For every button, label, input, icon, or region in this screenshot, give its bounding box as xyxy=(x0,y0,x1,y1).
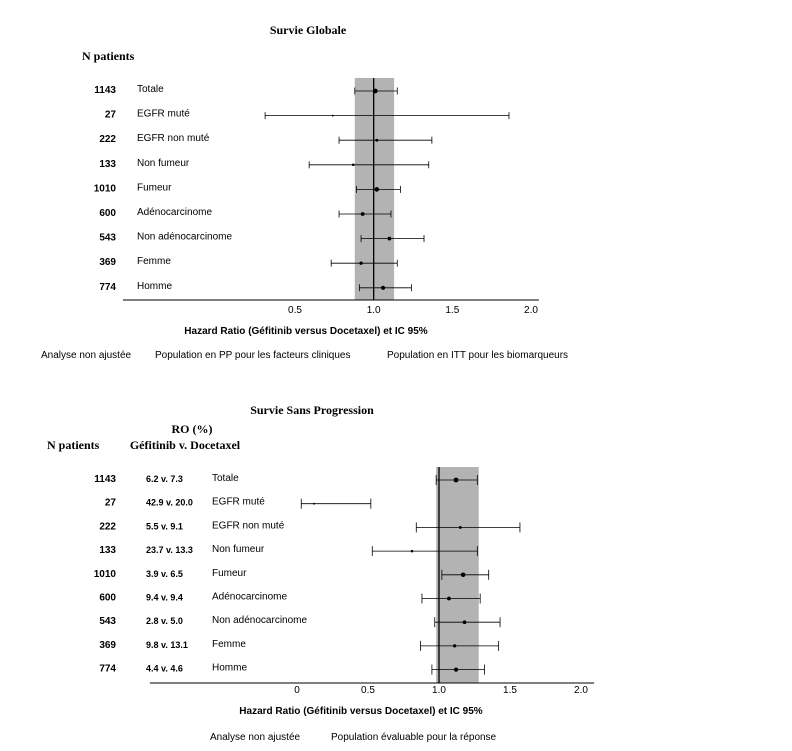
hazard-ratio-point xyxy=(359,262,362,265)
forest-row xyxy=(99,663,484,675)
hazard-ratio-point xyxy=(411,550,414,553)
x-tick-label: 2.0 xyxy=(574,685,588,696)
ro-value: 23.7 v. 13.3 xyxy=(146,545,193,556)
subgroup-label: Femme xyxy=(137,256,171,268)
n-patients-value: 600 xyxy=(99,592,116,604)
hazard-ratio-point xyxy=(361,212,365,216)
forest-row xyxy=(94,473,477,485)
forest-row xyxy=(99,544,477,556)
subgroup-label: Non fumeur xyxy=(212,544,265,556)
ro-subheader: Géfitinib v. Docetaxel xyxy=(129,438,241,452)
n-patients-header: N patients xyxy=(82,49,135,63)
x-tick-label: 0.5 xyxy=(288,305,302,316)
subgroup-label: Totale xyxy=(212,473,239,484)
hazard-ratio-point xyxy=(463,620,467,624)
n-patients-value: 27 xyxy=(104,497,116,509)
n-patients-value: 133 xyxy=(99,545,116,557)
hazard-ratio-point xyxy=(313,503,315,505)
forest-row xyxy=(99,207,391,219)
hazard-ratio-point xyxy=(459,526,462,529)
n-patients-value: 1010 xyxy=(93,183,116,195)
forest-row xyxy=(99,256,397,268)
subgroup-label: Homme xyxy=(212,662,248,674)
subgroup-label: EGFR non muté xyxy=(212,520,285,532)
x-tick-label: 1.0 xyxy=(432,685,446,696)
n-patients-value: 27 xyxy=(104,109,116,121)
n-patients-value: 222 xyxy=(99,134,116,146)
ro-value: 42.9 v. 20.0 xyxy=(146,497,193,508)
n-patients-value: 774 xyxy=(99,663,116,675)
n-patients-header: N patients xyxy=(47,438,100,452)
hazard-ratio-point xyxy=(454,478,459,483)
n-patients-value: 369 xyxy=(99,639,116,651)
n-patients-value: 1010 xyxy=(93,568,116,580)
forest-plot-progression-free-survival xyxy=(47,403,594,743)
hazard-ratio-point xyxy=(453,644,456,647)
subgroup-label: Fumeur xyxy=(137,182,172,194)
hazard-ratio-point xyxy=(388,237,392,241)
subgroup-label: EGFR non muté xyxy=(137,133,210,145)
x-axis-label: Hazard Ratio (Géfitinib versus Docetaxel) et IC 95% xyxy=(184,326,428,337)
chart-title: Survie Sans Progression xyxy=(250,403,374,417)
hazard-ratio-point xyxy=(381,286,385,290)
x-tick-label: 1.5 xyxy=(445,305,460,316)
x-axis-label: Hazard Ratio (Géfitinib versus Docetaxel) et IC 95% xyxy=(239,706,483,717)
hazard-ratio-point xyxy=(352,164,355,167)
x-tick-label: 0 xyxy=(294,685,300,696)
subgroup-label: Femme xyxy=(212,638,246,650)
forest-row xyxy=(99,592,480,604)
subgroup-label: Non adénocarcinome xyxy=(212,615,308,627)
forest-row xyxy=(94,84,397,96)
forest-row xyxy=(105,109,509,121)
subgroup-label: EGFR muté xyxy=(137,108,190,120)
subgroup-label: Non adénocarcinome xyxy=(137,231,233,243)
subgroup-label: EGFR muté xyxy=(212,496,265,508)
x-tick-label: 2.0 xyxy=(524,305,538,316)
subgroup-label: Homme xyxy=(137,280,173,292)
n-patients-value: 774 xyxy=(99,281,116,293)
x-tick-label: 1.0 xyxy=(366,305,381,316)
footnote-unadjusted: Analyse non ajustée xyxy=(41,350,132,361)
footnote-itt-population: Population en ITT pour les biomarqueurs xyxy=(387,350,569,361)
subgroup-label: Totale xyxy=(137,84,164,95)
n-patients-value: 600 xyxy=(99,208,116,219)
hazard-ratio-point xyxy=(461,573,466,578)
ro-value: 2.8 v. 5.0 xyxy=(146,616,183,627)
n-patients-value: 1143 xyxy=(94,85,116,96)
x-tick-label: 1.5 xyxy=(503,685,517,696)
forest-row xyxy=(94,568,489,580)
n-patients-value: 543 xyxy=(99,616,116,628)
hazard-ratio-point xyxy=(375,139,378,142)
n-patients-value: 222 xyxy=(99,521,116,533)
hazard-ratio-point xyxy=(332,115,334,117)
ro-header: RO (%) xyxy=(171,422,213,436)
hazard-ratio-point xyxy=(373,89,378,94)
ro-value: 9.4 v. 9.4 xyxy=(146,592,183,603)
n-patients-value: 133 xyxy=(99,158,116,170)
ro-value: 3.9 v. 6.5 xyxy=(146,568,183,579)
footnote-pp-population: Population en PP pour les facteurs cliniques xyxy=(155,350,351,361)
chart-title: Survie Globale xyxy=(269,23,347,37)
footnote-evaluable-population: Population évaluable pour la réponse xyxy=(331,732,497,743)
n-patients-value: 369 xyxy=(99,257,116,269)
ro-value: 6.2 v. 7.3 xyxy=(146,474,183,484)
ro-value: 5.5 v. 9.1 xyxy=(146,521,183,532)
ro-value: 4.4 v. 4.6 xyxy=(146,663,183,674)
x-tick-label: 0.5 xyxy=(361,685,375,696)
footnote-unadjusted: Analyse non ajustée xyxy=(210,732,301,743)
subgroup-label: Adénocarcinome xyxy=(137,207,213,218)
subgroup-label: Fumeur xyxy=(212,567,247,579)
subgroup-label: Adénocarcinome xyxy=(212,591,288,603)
hazard-ratio-point xyxy=(375,187,380,192)
hazard-ratio-point xyxy=(454,668,458,672)
forest-row xyxy=(94,182,401,194)
forest-row xyxy=(105,497,371,509)
forest-plot-overall-survival xyxy=(41,23,568,361)
subgroup-label: Non fumeur xyxy=(137,157,190,169)
n-patients-value: 1143 xyxy=(94,474,116,485)
ro-value: 9.8 v. 13.1 xyxy=(146,639,188,650)
hazard-ratio-point xyxy=(447,597,451,601)
n-patients-value: 543 xyxy=(99,232,116,244)
